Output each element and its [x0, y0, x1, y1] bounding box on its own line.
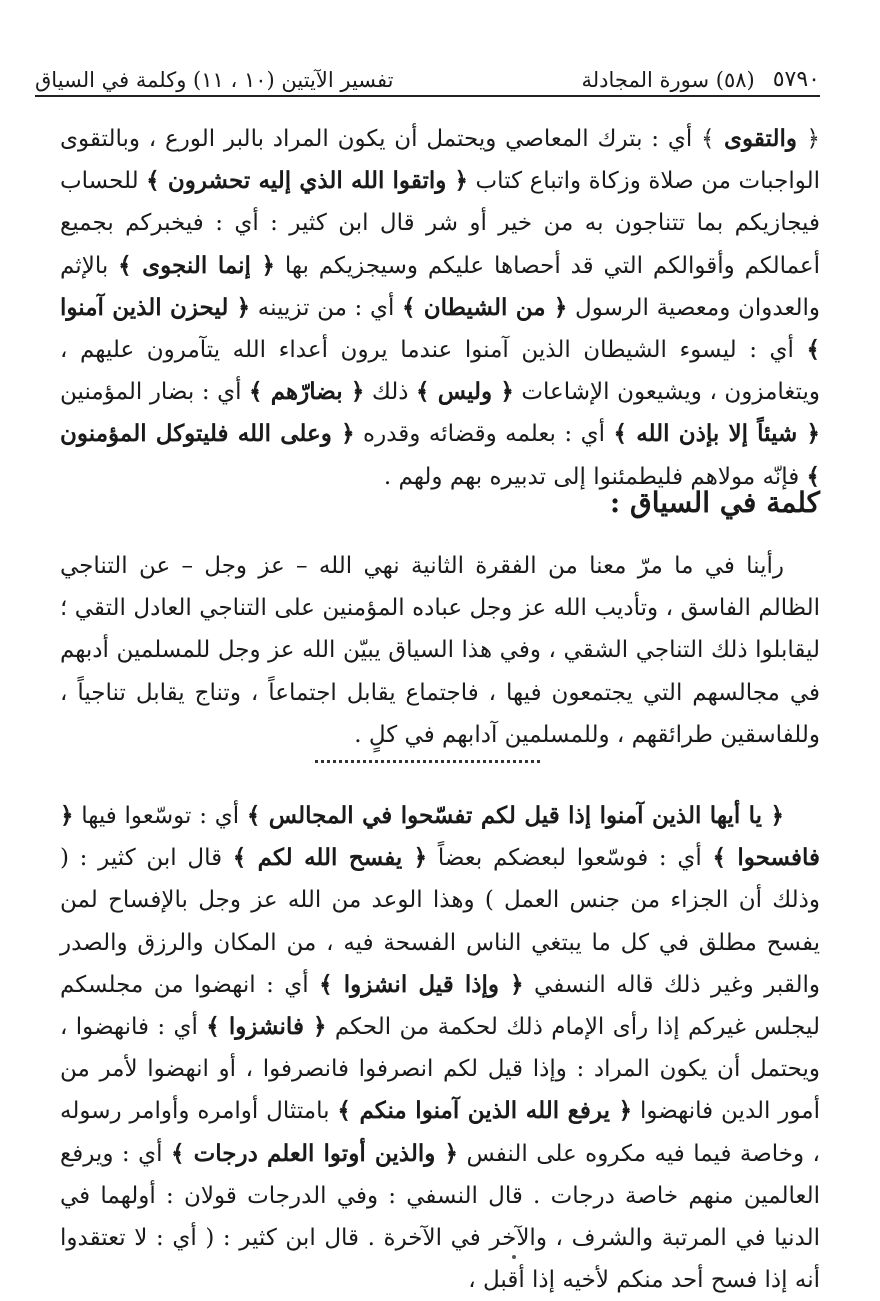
- quran-quote: ﴿ وإذا قيل انشزوا ﴾: [319, 970, 524, 998]
- page-number: ٥٧٩٠: [772, 67, 820, 92]
- text-segment: للحساب فيجازيكم بما تتناجون به من خير أو شر قال ابن كثير : أي : فيخبركم بجميع أعمالكم وأقوالكم التي قد أحصاها عليكم وسيجزيكم بها: [60, 168, 821, 279]
- quran-quote: ﴿ وعلى الله فليتوكل المؤمنون ﴾: [60, 420, 820, 490]
- header-right: [582, 67, 821, 92]
- quran-quote: ﴿ ليحزن الذين آمنوا ﴾: [60, 293, 820, 364]
- quran-quote: ﴿ بضارّهم ﴾: [249, 378, 365, 406]
- text-segment: أي : ليسوء الشيطان الذين آمنوا عندما يرون أعداء الله يتآمرون عليهم ، ويتغامزون ، ويشيعون الإشاعات: [60, 337, 820, 406]
- dotted-divider: [315, 760, 540, 763]
- text-segment: فإنّه مولاهم فليطمئنوا إلى تدبيره بهم ولهم .: [383, 463, 807, 490]
- surah-title: (٥٨) سورة المجادلة: [581, 68, 755, 92]
- text-segment: أي : فانهضوا ، ويحتمل أن يكون المراد : وإذا قيل لكم انصرفوا فانصرفوا ، أو انهضوا لأمر من أمور الدين فانهضوا: [60, 1014, 820, 1125]
- quran-quote: ﴿ يفسح الله لكم ﴾: [232, 844, 428, 872]
- quran-quote: ﴿ وليس ﴾: [416, 378, 514, 406]
- text-segment: أي : فوسّعوا لبعضكم بعضاً: [427, 845, 713, 872]
- quran-quote: ﴿ فانشزوا ﴾: [206, 1013, 327, 1041]
- text-segment: أي : بعلمه وقضائه وقدره: [354, 421, 614, 448]
- text-segment: أي : انهضوا من مجلسكم ليجلس غيركم إذا رأى الإمام ذلك لحكمة من الحكم: [60, 971, 820, 1041]
- header-rule: [35, 95, 820, 97]
- quran-quote: ﴿ إنما النجوى ﴾: [118, 251, 275, 279]
- quran-quote: ﴿ والذين أوتوا العلم درجات ﴾: [170, 1139, 458, 1167]
- text-segment: أي : بترك المعاصي ويحتمل أن يكون المراد بالبر الورع ، وبالتقوى الواجبات من صلاة وزكاة واتباع كتاب: [60, 126, 820, 195]
- text-segment: أي : ويرفع العالمين منهم خاصة درجات . قال النسفي : وفي الدرجات قولان : أولهما في الدنيا في المرتبة والشرف ، والآخر في الآخرة . قال ابن كثير : ( أي : لا تعتقدوا أنه إذا فسح أحد منكم لأخيه إذا أقبل ،: [60, 1140, 820, 1294]
- quran-quote: ﴿ شيئاً إلا بإذن الله ﴾: [613, 420, 820, 448]
- quran-quote: ﴿ من الشيطان ﴾: [401, 293, 568, 321]
- text-segment: قال ابن كثير : ( وذلك أن الجزاء من جنس العمل ) وهذا الوعد من الله عز وجل بالإفساح لمن يفسح مطلق في كل ما يبتغي الناس الفسحة فيه ، من المكان والرزق والصدر والقبر وغير ذلك قاله النسفي: [60, 845, 820, 998]
- commentary-paragraph-2: [60, 795, 820, 1301]
- context-paragraph: رأينا في ما مرّ معنا من الفقرة الثانية نهي الله – عز وجل – عن التناجي الظالم الفاسق ، وتأديب الله عز وجل عباده المؤمنين على التناجي العادل التقي ؛ ليقابلوا ذلك التناجي الشقي ، وفي هذا السياق يبيّن الله عز وجل للمسلمين أدبهم في مجالسهم التي يجتمعون فيها ، فاجتماع يقابل اجتماعاً ، وتناج يقابل تناجياً ، وللفاسقين طرائقهم ، وللمسلمين آدابهم في كلٍ .: [60, 553, 820, 748]
- quran-quote: ﴿ يرفع الله الذين آمنوا منكم ﴾: [337, 1097, 633, 1125]
- quran-quote: ﴿ فافسحوا ﴾: [60, 802, 820, 872]
- text-segment: أي : من تزيينه: [250, 294, 402, 321]
- section-heading: كلمة في السياق :: [609, 486, 820, 519]
- text-segment: أي : بضار المؤمنين: [60, 379, 250, 406]
- section-title: تفسير الآيتين (١٠ ، ١١) وكلمة في السياق: [35, 68, 394, 92]
- text-segment: بالإثم والعدوان ومعصية الرسول: [60, 252, 820, 321]
- quran-quote: ﴿ والتقوى ﴾: [701, 125, 820, 152]
- running-header: [35, 58, 820, 92]
- text-segment: ذلك: [364, 379, 417, 406]
- quran-quote: ﴿ واتقوا الله الذي إليه تحشرون ﴾: [146, 167, 469, 195]
- text-segment: بامتثال أوامره وأوامر رسوله ، وخاصة فيما فيه مكروه على النفس: [60, 1098, 820, 1167]
- text-segment: أي : توسّعوا فيها: [73, 803, 247, 829]
- quran-quote: ﴿ يا أيها الذين آمنوا إذا قيل لكم تفسّحوا في المجالس ﴾: [246, 802, 784, 829]
- page-speck: [512, 1255, 516, 1259]
- commentary-paragraph-1: [60, 118, 820, 498]
